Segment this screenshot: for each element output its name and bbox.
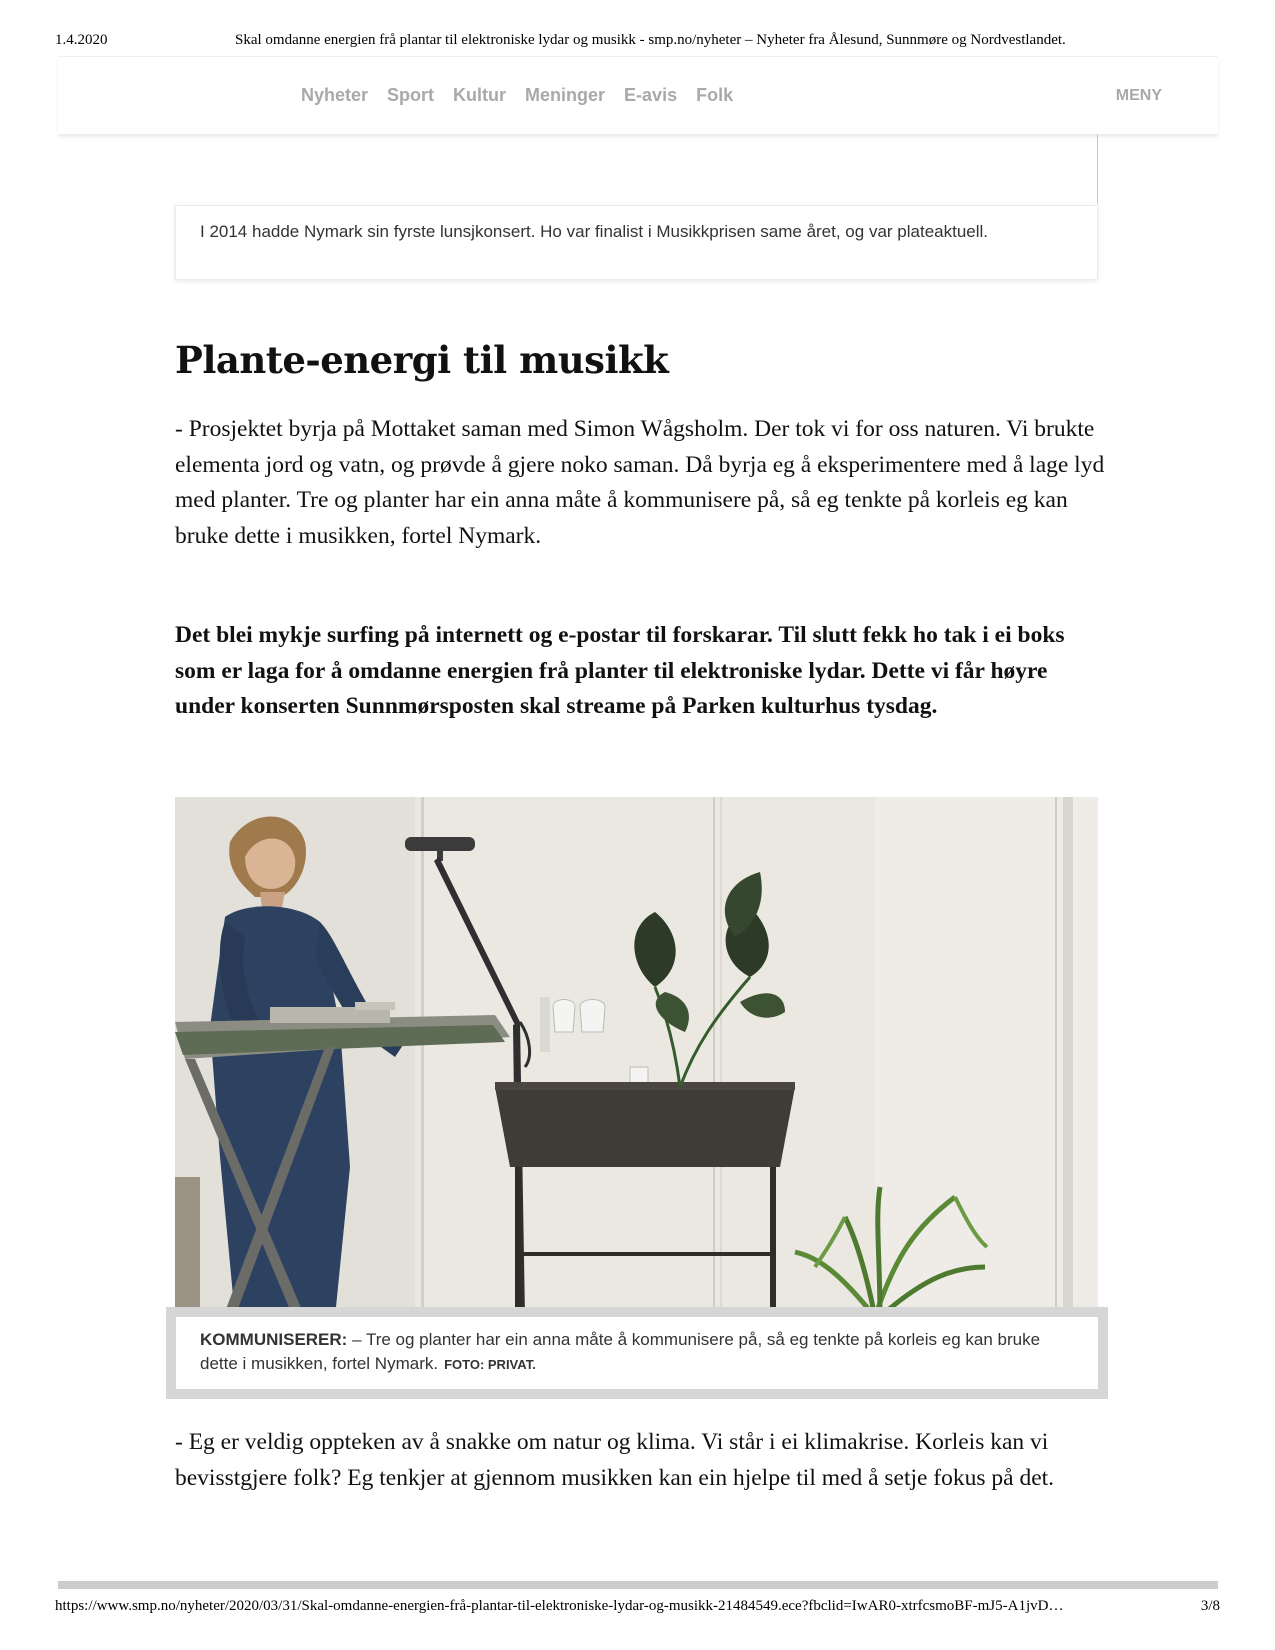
nav-link-meninger[interactable]: Meninger bbox=[525, 85, 606, 105]
horizontal-scrollbar[interactable] bbox=[58, 1581, 1218, 1589]
print-url: https://www.smp.no/nyheter/2020/03/31/Skal-omdanne-energien-frå-plantar-til-elektroniske-lydar-og-musikk-21484549.ece?fbclid=IwAR0-xtrfcsmoBF-mJ5-A1jvD… bbox=[55, 1598, 1064, 1614]
nav-link-e-avis[interactable]: E-avis bbox=[624, 85, 678, 105]
previous-figure-border bbox=[1097, 134, 1098, 204]
article-paragraph: - Eg er veldig oppteken av å snakke om natur og klima. Vi står i ei klimakrise. Korleis kan vi bevisstgjere folk? Eg tenkjer at gjennom musikken kan ein hjelpe til med å setje fokus på det. bbox=[175, 1429, 1055, 1491]
article-paragraph: - Prosjektet byrja på Mottaket saman med Simon Wågsholm. Der tok vi for oss naturen. Vi brukte elementa jord og vatn, og prøvde å gjere noko saman. Då byrja eg å eksperimentere med å lage lyd med planter. Tre og planter har ein anna måte å kommunisere på, så eg tenkte på korleis eg kan bruke dette i musikken, fortel Nymark. bbox=[175, 416, 1105, 549]
article-paragraph-bold: Det blei mykje surfing på internett og e-postar til forskarar. Til slutt fekk ho tak i ei boks som er laga for å omdanne energien frå planter til elektroniske lydar. Dette vi får høyre under konserten Sunnmørsposten skal streame på Parken kulturhus tysdag. bbox=[175, 622, 1065, 719]
article-photo bbox=[175, 797, 1098, 1317]
print-page-title: Skal omdanne energien frå plantar til elektroniske lydar og musikk - smp.no/nyheter – Nyheter fra Ålesund, Sunnmøre og Nordvestlandet. bbox=[235, 32, 1066, 48]
photo-caption bbox=[166, 1307, 1108, 1399]
photo-caption-inner bbox=[176, 1317, 1098, 1389]
nav-link-sport[interactable]: Sport bbox=[387, 85, 435, 105]
site-navigation bbox=[58, 56, 1218, 134]
photo-credit: FOTO: PRIVAT. bbox=[444, 1357, 536, 1372]
print-date: 1.4.2020 bbox=[55, 32, 108, 48]
photo-caption-lead: KOMMUNISERER: bbox=[200, 1330, 348, 1349]
menu-button[interactable]: MENY bbox=[1115, 87, 1162, 104]
section-headline: Plante-energi til musikk bbox=[175, 338, 669, 382]
nav-link-folk[interactable]: Folk bbox=[696, 85, 734, 105]
print-page-number: 3/8 bbox=[1200, 1598, 1220, 1614]
nav-link-kultur[interactable]: Kultur bbox=[453, 85, 507, 105]
photo-caption-text: – Tre og planter har ein anna måte å kommunisere på, så eg tenkte på korleis eg kan bruke dette i musikken, fortel Nymark. bbox=[200, 1330, 1041, 1373]
print-header bbox=[55, 32, 1220, 52]
previous-image-caption: I 2014 hadde Nymark sin fyrste lunsjkonsert. Ho var finalist i Musikkprisen same året, og var plateaktuell. bbox=[175, 205, 1098, 280]
nav-link-nyheter[interactable]: Nyheter bbox=[301, 85, 369, 105]
nav-links bbox=[301, 85, 752, 106]
